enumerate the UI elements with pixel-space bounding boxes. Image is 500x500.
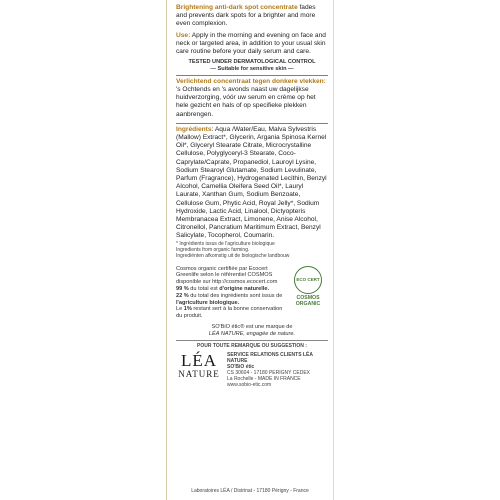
- pct-natural: 99 %: [176, 286, 189, 293]
- intro-text: fades and prevents dark spots for a brighter and more even complexion.: [176, 4, 316, 28]
- use-paragraph: [176, 32, 328, 57]
- dutch-paragraph: [176, 78, 328, 119]
- cosmos-text-5: restant sert à la bonne conservation du produit.: [176, 306, 283, 320]
- dutch-text: 's Ochtends en 's avonds naast uw dagelijkse huidverzorging, vóór uw serum en crème op het hele gezicht en hals of op specifieke plekken aanbrengen.: [176, 86, 316, 118]
- laboratories-line: Laboratoires LÉA / Distrinat - 17180 Périgny - France: [191, 488, 309, 494]
- use-text: Apply in the morning and evening on face and neck or targeted area, in addition to your usual skin care routine before your daily serum and care.: [176, 31, 326, 56]
- label-content: [176, 4, 328, 388]
- organic-note-en: Ingredients from organic farming.: [176, 246, 250, 253]
- product-back-label: [166, 0, 334, 500]
- address-line-2: SO'BiO étic: [227, 363, 255, 370]
- organic-note-fr: * Ingrédients issus de l'agriculture biologique: [176, 240, 275, 247]
- intro-paragraph: [176, 4, 328, 29]
- ingredients-label: Ingrédients: [176, 125, 212, 133]
- cosmos-text-3: du total des ingrédients sont issus de: [188, 292, 283, 299]
- divider: [176, 123, 328, 124]
- sensitive-skin-notice: — Suitable for sensitive skin —: [210, 66, 294, 73]
- address-line-5: www.sobio-etic.com: [227, 381, 272, 388]
- address-line-3: CS 30604 - 17180 PERIGNY CEDEX: [227, 369, 311, 376]
- ingredients-text: : Aqua /Water/Eau, Malva Sylvestris (Mallow) Extract*, Glycerin, Argania Spinosa Kernel Oil*, Glyceryl Stearate Citrate, Microcrystalline Cellulose, Polyglyceryl-3 Stearate, Coco-Caprylate/Caprate, Propanediol, Lauroyl Lysine, Sodium Stearoyl Glutamate, Sodium Levulinate, Parfum (Fragrance), Hydrogenated Lecithin, Benzyl Alcohol, Camellia Oleifera Seed Oil*, Lauryl Laurate, Xanthan Gum, Sodium Benzoate, Cellulose Gum, Phytic Acid, Royal Jelly*, Sodium Hydroxide, Lactic Acid, Linalool, Dictyopteris Membranacea Extract, Limonene, Anise Alcohol, Citronellol, Pancratium Maritimum Extract, Benzyl Salicylate, Tocopherol, Coumarin.: [176, 125, 327, 240]
- cosmos-organic-label: COSMOS ORGANIC: [295, 294, 321, 307]
- tested-notice: TESTED UNDER DERMATOLOGICAL CONTROL: [188, 59, 316, 66]
- ingredients-paragraph: [176, 126, 328, 241]
- pct-organic: 22 %: [176, 292, 189, 299]
- organic-note-nl: Ingrediënten afkomstig uit de biologische landbouw: [176, 252, 290, 259]
- brand-line-1: SO'BiO étic® est une marque de: [211, 324, 293, 331]
- divider: [176, 340, 328, 341]
- cosmos-cert: Cosmos organic certifiée par Ecocert Greenlife selon le référentiel COSMOS disponible sur http://cosmos.ecocert.com: [176, 265, 278, 286]
- cosmos-text: [176, 266, 284, 320]
- pct-remaining: 1%: [183, 306, 192, 313]
- organic-agriculture: l'agriculture biologique.: [176, 299, 240, 306]
- divider: [176, 75, 328, 76]
- ecocert-seal-icon: ECO CERT: [294, 266, 322, 294]
- intro-bold: Brightening anti-dark spot concentrate: [176, 4, 298, 11]
- brand-line-2: LÉA NATURE, engagée de nature.: [208, 330, 296, 337]
- address-line-4: La Rochelle - MADE IN FRANCE: [227, 375, 301, 382]
- customer-service-address: [227, 352, 325, 388]
- lea-nature-logo: [176, 352, 222, 379]
- address-line-1: SERVICE RELATIONS CLIENTS LÉA NATURE: [227, 351, 313, 364]
- use-label: Use:: [176, 31, 191, 39]
- label-left-edge: [166, 0, 167, 500]
- cosmos-text-2: du total est: [188, 286, 220, 293]
- remark-title: POUR TOUTE REMARQUE OU SUGGESTION :: [197, 342, 307, 349]
- cosmos-text-4: Le: [176, 306, 184, 313]
- cosmos-organic-logo: [288, 266, 328, 307]
- brand-block: [176, 352, 328, 388]
- label-right-edge: [333, 0, 334, 500]
- natural-origin: d'origine naturelle.: [219, 286, 270, 293]
- lea-logo-text: LÉA: [180, 350, 218, 370]
- nature-logo-text: NATURE: [178, 368, 220, 379]
- dutch-title: Verlichtend concentraat tegen donkere vlekken:: [176, 77, 326, 85]
- cosmos-section: [176, 266, 328, 320]
